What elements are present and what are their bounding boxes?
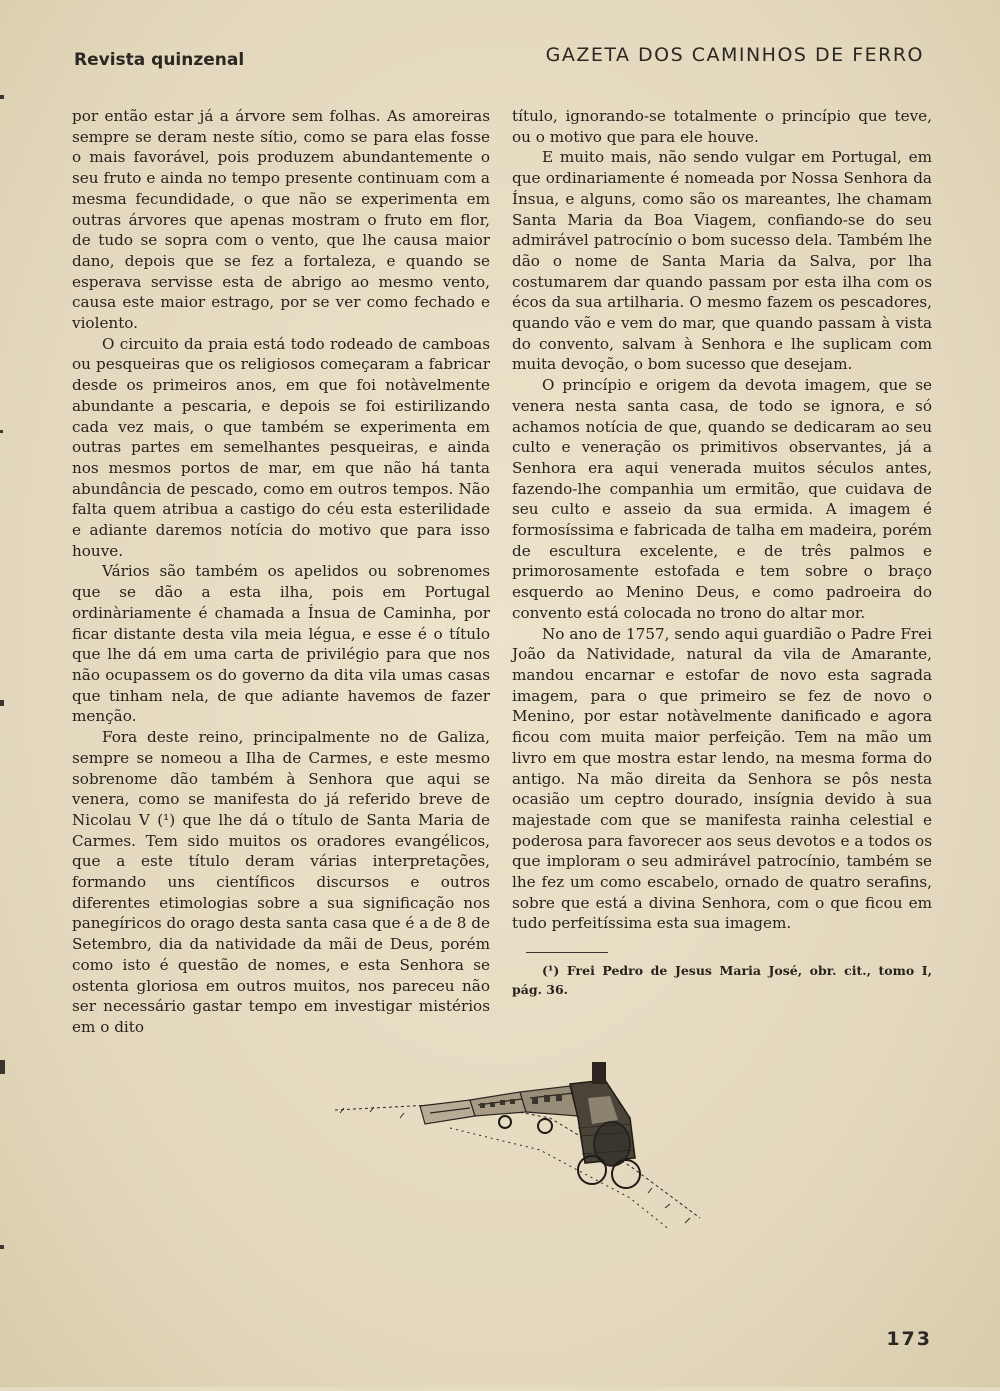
left-text-column [72,106,490,1038]
running-header-right: GAZETA DOS CAMINHOS DE FERRO [545,44,924,66]
page-edge [0,0,8,1387]
running-header-left: Revista quinzenal [74,50,245,70]
footnote-divider [526,952,608,953]
right-text-column [512,106,932,999]
paragraph: por então estar já a árvore sem folhas. As amoreiras sempre se deram neste sítio, como se para elas fosse o mais favorável, pois produzem abundantemente o seu fruto e ainda no tempo presente continuam com a mesma fecundidade, o que não se experimenta em outras árvores que apenas mostram o fruto em flor, de tudo se sopra com o vento, que lhe causa maior dano, depois que se fez a fortaleza, e quando se esperava servisse esta de abrigo ao mesmo vento, causa este maior estrago, por se ver como fechado e violento. [72,107,490,333]
paragraph: O princípio e origem da devota imagem, que se venera nesta santa casa, de todo se ignora, e só achamos notícia de que, quando se dedicaram ao seu culto e veneração os primitivos observantes, já a Senhora era aqui venerada muitos séculos antes, fazendo-lhe companhia um ermitão, que cuidava de seu culto e asseio da sua ermida. A imagem é formosíssima e fabricada de talha em madeira, porém de escultura excelente, e de três palmos e primorosamente estofada e tem sobre o braço esquerdo ao Menino Deus, e como padroeira do convento está colocada no trono do altar mor. [512,376,932,622]
footnote: (¹) Frei Pedro de Jesus Maria José, obr. cit., tomo I, pág. 36. [512,963,932,998]
paragraph: Fora deste reino, principalmente no de Galiza, sempre se nomeou a Ilha de Carmes, e este mesmo sobrenome dão também à Senhora que aqui se venera, como se manifesta do já referido breve de Nicolau V (¹) que lhe dá o título de Santa Maria de Carmes. Tem sido muitos os oradores evangélicos, que a este título deram várias interpretações, formando uns científicos discursos e outros diferentes etimologias sobre a sua significação nos panegíricos do orago desta santa casa que é a de 8 de Setembro, dia da natividade da mãi de Deus, porém como isto é questão de nomes, e esta Senhora se ostenta gloriosa em outros muitos, nos pareceu não ser necessário gastar tempo em investigar mistérios em o dito [72,728,490,1036]
paragraph: Vários são também os apelidos ou sobrenomes que se dão a esta ilha, pois em Portugal ordinàriamente é chamada a Ínsua de Caminha, por ficar distante desta vila meia légua, e esse é o título que lhe dá em uma carta de privilégio para que nos não ocupassem os do governo da dita vila umas casas que tinham nela, de que adiante havemos de fazer menção. [72,562,490,726]
paragraph: No ano de 1757, sendo aqui guardião o Padre Frei João da Natividade, natural da vila de Amarante, mandou encarnar e estofar de novo esta sagrada imagem, para o que primeiro se fez de novo o Menino, por estar notàvelmente danificado e agora ficou com muita maior perfeição. Tem na mão um livro em que mostra estar lendo, na mesma forma do antigo. Na mão direita da Senhora se pôs nesta ocasião um ceptro dourado, insígnia devido à sua majestade com que se manifesta rainha celestial e poderosa para favorecer aos seus devotos e a todos os que imploram o seu admirável patrocínio, também se lhe fez um como escabelo, ornado de quatro serafins, sobre que está a divina Senhora, com o que ficou em tudo perfeitíssima esta sua imagem. [512,624,932,933]
paragraph: E muito mais, não sendo vulgar em Portugal, em que ordinariamente é nomeada por Nossa Senhora da Ínsua, e alguns, como são os mareantes, lhe chamam Santa Maria da Boa Viagem, confiando-se do seu admirável patrocínio o bom sucesso dela. Também lhe dão o nome de Santa Maria da Salva, por lha costumarem dar quando passam por esta ilha com os écos da sua artilharia. O mesmo fazem os pescadores, quando vão e vem do mar, que quando passam à vista do convento, salvam à Senhora e lhe suplicam com muita devoção, o bom sucesso que desejam. [512,148,932,374]
paragraph: título, ignorando-se totalmente o princípio que teve, ou o motivo que para ele houve. [512,107,932,146]
page-number: 173 [886,1328,932,1350]
paragraph: O circuito da praia está todo rodeado de camboas ou pesqueiras que os religiosos começaram a fabricar desde os primeiros anos, em que foi notàvelmente abundante a pescaria, e depois se foi estirilizando cada vez mais, o que também se experimenta em outras partes em semelhantes pesqueiras, e ainda nos mesmos portos de mar, em que não há tanta abundância de pescado, como em outros tempos. Não falta quem atribua a castigo do céu esta esterilidade e adiante daremos notícia do motivo que para isso houve. [72,334,490,560]
steam-train-illustration [330,1058,710,1238]
